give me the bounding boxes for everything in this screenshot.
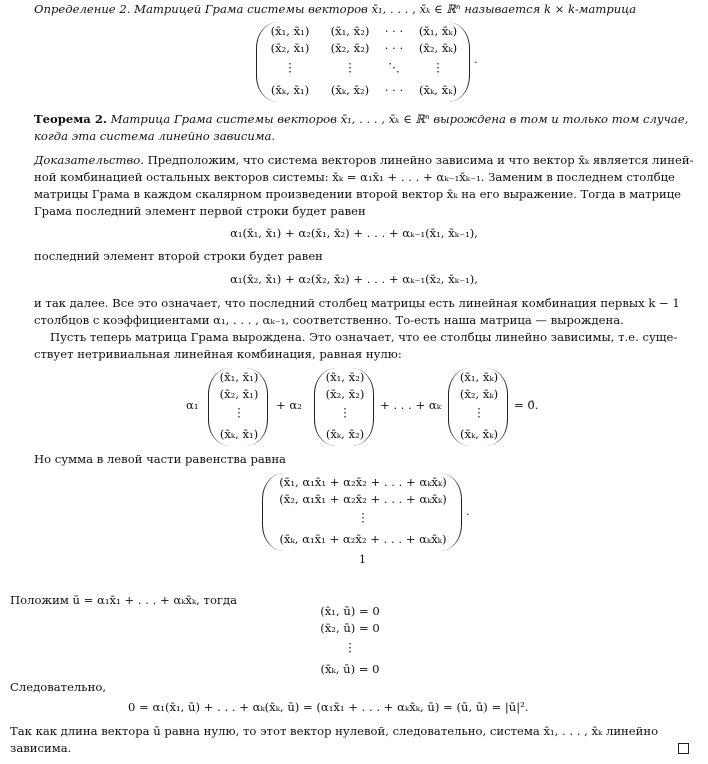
proof-text-1: Предположим, что система векторов линейно зависима и что вектор x̄ₖ является линей- (143, 153, 694, 167)
sum-vector-dot: . (466, 504, 470, 518)
gram-matrix (256, 22, 470, 102)
vector-entry: (x̄₁, x̄₂) (325, 370, 365, 384)
theorem-text-1: Матрица Грама системы векторов x̄₁, . . . , x̄ₖ ∈ ℝⁿ вырождена в том и только том случае, (106, 112, 689, 126)
vector-entry: (x̄₁, x̄₁) (219, 370, 259, 384)
definition-label: Определение 2. (34, 2, 131, 16)
definition-text: Матрицей Грама системы векторов x̄₁, . . . , x̄ₖ ∈ ℝⁿ называется k × k-матрица (130, 2, 637, 16)
vector-entry: (x̄ₖ, x̄ₖ) (460, 427, 498, 441)
proof-line-11: Положим ū = α₁x̄₁ + . . . + αₖx̄ₖ, тогда (10, 593, 238, 607)
proof-line-10: Но сумма в левой части равенства равна (34, 452, 286, 466)
page-number: 1 (359, 553, 366, 566)
column-vector-k (448, 368, 508, 446)
proof-line-8: Пусть теперь матрица Грама вырождена. Это означает, что ее столбцы линейно зависимы, т.е. суще- (50, 330, 678, 344)
qed-square-icon (678, 743, 689, 754)
definition-paragraph (34, 2, 636, 17)
gram-cell: (x̄₁, x̄₂) (330, 24, 370, 38)
proof-label: Доказательство. (34, 153, 144, 167)
gram-cell: (x̄₂, x̄₂) (330, 41, 370, 55)
vector-entry: (x̄ₖ, x̄₂) (325, 427, 365, 441)
column-vector-1 (208, 368, 268, 446)
gram-cell: (x̄₂, x̄₁) (270, 41, 310, 55)
vector-entry: (x̄₁, α₁x̄₁ + α₂x̄₂ + . . . + αₖx̄ₖ) (279, 475, 447, 489)
gram-cell: (x̄ₖ, x̄₂) (330, 83, 370, 97)
proof-line-3: матрицы Грама в каждом скалярном произведении второй вектор x̄ₖ на его выражение. Тогда в матрице (34, 187, 682, 201)
proof-line-6: и так далее. Все это означает, что последний столбец матрицы есть линейная комбинация первых k − 1 (34, 296, 680, 310)
proof-line-5: последний элемент второй строки будет равен (34, 249, 323, 263)
theorem-line-1 (34, 112, 688, 127)
column-vector-2 (314, 368, 374, 446)
vector-entry: ⋮ (473, 405, 485, 419)
gram-cell: ⋮ (344, 60, 356, 74)
vector-entry: (x̄ₖ, α₁x̄₁ + α₂x̄₂ + . . . + αₖx̄ₖ) (279, 532, 447, 546)
combo-coef-1: α₁ (186, 398, 199, 412)
zero-equation: ⋮ (344, 640, 356, 654)
zero-equation: (x̄ₖ, ū) = 0 (320, 662, 380, 676)
proof-line-12: Следовательно, (10, 680, 106, 694)
proof-line-13: Так как длина вектора ū равна нулю, то этот вектор нулевой, следовательно, система x̄₁, . . . , x̄ₖ линейно (10, 724, 659, 738)
gram-cell: (x̄₁, x̄ₖ) (418, 24, 458, 38)
combo-plus-1: + α₂ (276, 398, 302, 412)
combo-rhs: = 0̄. (514, 398, 539, 412)
gram-matrix-dot: . (474, 52, 478, 66)
proof-line-2: ной комбинацией остальных векторов системы: x̄ₖ = α₁x̄₁ + . . . + αₖ₋₁x̄ₖ₋₁. Заменим в последнем столбце (34, 170, 675, 184)
vector-entry: (x̄₂, x̄₂) (325, 387, 365, 401)
vector-entry: (x̄₂, x̄ₖ) (459, 387, 499, 401)
gram-cell: (x̄ₖ, x̄ₖ) (419, 83, 457, 97)
zero-equation: (x̄₂, ū) = 0 (320, 621, 380, 635)
zero-equations (300, 604, 400, 679)
vector-entry: ⋮ (357, 510, 369, 524)
gram-cell: ⋱ (388, 60, 400, 74)
gram-cell: · · · (384, 83, 404, 97)
proof-line-1 (34, 153, 693, 168)
equation-second-row: α₁(x̄₂, x̄₁) + α₂(x̄₂, x̄₂) + . . . + αₖ₋₁(x̄₂, x̄ₖ₋₁), (230, 272, 478, 286)
gram-cell: ⋮ (432, 60, 444, 74)
proof-line-4: Грама последний элемент первой строки будет равен (34, 204, 366, 218)
gram-cell: (x̄ₖ, x̄₁) (270, 83, 310, 97)
vector-entry: (x̄ₖ, x̄₁) (219, 427, 259, 441)
proof-line-7: столбцов с коэффициентами α₁, . . . , αₖ₋₁, соответственно. То-есть наша матрица — вырождена. (34, 313, 624, 327)
combo-plus-2: + . . . + αₖ (380, 398, 441, 412)
sum-column-vector (262, 473, 462, 551)
proof-line-14: зависима. (10, 741, 72, 755)
theorem-line-2: когда эта система линейно зависима. (34, 129, 276, 143)
equation-final: 0 = α₁(x̄₁, ū) + . . . + αₖ(x̄ₖ, ū) = (α₁x̄₁ + . . . + αₖx̄ₖ, ū) = (ū, ū) = |ū|². (128, 700, 529, 714)
gram-cell: (x̄₁, x̄₁) (270, 24, 310, 38)
gram-cell: · · · (384, 41, 404, 55)
gram-cell: ⋮ (284, 60, 296, 74)
vector-entry: (x̄₂, x̄₁) (219, 387, 259, 401)
vector-entry: (x̄₂, α₁x̄₁ + α₂x̄₂ + . . . + αₖx̄ₖ) (279, 492, 447, 506)
theorem-label: Теорема 2. (34, 112, 107, 126)
gram-cell: · · · (384, 24, 404, 38)
vector-entry: ⋮ (339, 405, 351, 419)
proof-line-9: ствует нетривиальная линейная комбинация, равная нулю: (34, 347, 402, 361)
equation-first-row: α₁(x̄₁, x̄₁) + α₂(x̄₁, x̄₂) + . . . + αₖ₋₁(x̄₁, x̄ₖ₋₁), (230, 226, 478, 240)
vector-entry: (x̄₁, x̄ₖ) (459, 370, 499, 384)
vector-entry: ⋮ (233, 405, 245, 419)
zero-equation: (x̄₁, ū) = 0 (320, 604, 380, 618)
gram-cell: (x̄₂, x̄ₖ) (418, 41, 458, 55)
